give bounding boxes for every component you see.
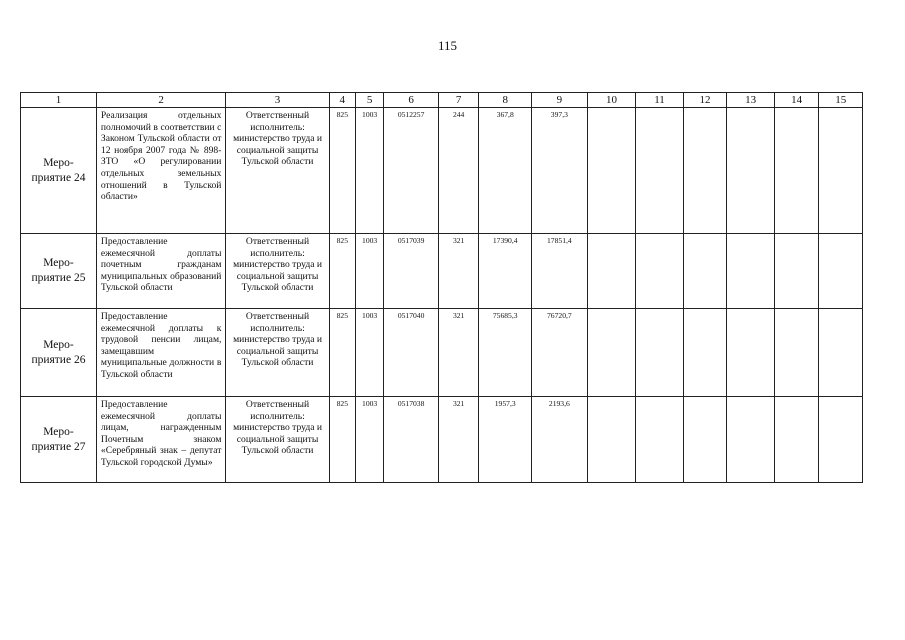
table-row bbox=[21, 108, 863, 234]
cell-col7: 321 bbox=[438, 234, 478, 309]
measure-executor: Ответственный исполнитель: министерство труда и социальной защиты Тульской области bbox=[226, 108, 329, 234]
cell-col9: 2193,6 bbox=[532, 397, 588, 483]
empty-cell bbox=[636, 397, 684, 483]
empty-cell bbox=[819, 234, 863, 309]
measure-executor: Ответственный исполнитель: министерство труда и социальной защиты Тульской области bbox=[226, 397, 329, 483]
header-cell: 12 bbox=[683, 93, 727, 108]
empty-cell bbox=[636, 309, 684, 397]
table-row bbox=[21, 397, 863, 483]
empty-cell bbox=[636, 108, 684, 234]
empty-cell bbox=[774, 234, 819, 309]
header-cell: 9 bbox=[532, 93, 588, 108]
header-cell: 5 bbox=[355, 93, 383, 108]
header-cell: 3 bbox=[226, 93, 329, 108]
cell-col5: 1003 bbox=[355, 234, 383, 309]
header-cell: 13 bbox=[727, 93, 775, 108]
cell-col5: 1003 bbox=[355, 108, 383, 234]
cell-col8: 75685,3 bbox=[479, 309, 532, 397]
header-cell: 6 bbox=[384, 93, 439, 108]
empty-cell bbox=[819, 397, 863, 483]
cell-col7: 244 bbox=[438, 108, 478, 234]
cell-col8: 367,8 bbox=[479, 108, 532, 234]
cell-col9: 76720,7 bbox=[532, 309, 588, 397]
header-cell: 10 bbox=[587, 93, 636, 108]
empty-cell bbox=[774, 309, 819, 397]
cell-col8: 17390,4 bbox=[479, 234, 532, 309]
cell-col6: 0517038 bbox=[384, 397, 439, 483]
cell-col4: 825 bbox=[329, 234, 355, 309]
measure-description: Реализация отдельных полномочий в соответствии с Законом Тульской области от 12 ноября 2007 года № 898-ЗТО «О регулировании отдельных земельных отношений в Тульской области» bbox=[96, 108, 226, 234]
page-number: 115 bbox=[438, 38, 458, 53]
cell-col4: 825 bbox=[329, 397, 355, 483]
cell-col9: 17851,4 bbox=[532, 234, 588, 309]
empty-cell bbox=[636, 234, 684, 309]
cell-col4: 825 bbox=[329, 108, 355, 234]
header-cell: 11 bbox=[636, 93, 684, 108]
empty-cell bbox=[683, 397, 727, 483]
empty-cell bbox=[587, 397, 636, 483]
empty-cell bbox=[727, 234, 775, 309]
cell-col6: 0517040 bbox=[384, 309, 439, 397]
cell-col7: 321 bbox=[438, 309, 478, 397]
table-row bbox=[21, 309, 863, 397]
measures-table bbox=[20, 92, 863, 483]
measure-executor: Ответственный исполнитель: министерство труда и социальной защиты Тульской области bbox=[226, 309, 329, 397]
measure-label: Меро- приятие 25 bbox=[21, 234, 97, 309]
header-cell: 15 bbox=[819, 93, 863, 108]
header-cell: 2 bbox=[96, 93, 226, 108]
table-row bbox=[21, 234, 863, 309]
measure-label: Меро- приятие 24 bbox=[21, 108, 97, 234]
empty-cell bbox=[587, 108, 636, 234]
measure-description: Предоставление ежемесячной доплаты почетным гражданам муниципальных образований Тульской области bbox=[96, 234, 226, 309]
measure-description: Предоставление ежемесячной доплаты лицам, награжденным Почетным знаком «Серебряный знак – депутат Тульской городской Думы» bbox=[96, 397, 226, 483]
cell-col6: 0512257 bbox=[384, 108, 439, 234]
empty-cell bbox=[727, 397, 775, 483]
header-cell: 4 bbox=[329, 93, 355, 108]
empty-cell bbox=[819, 108, 863, 234]
measure-label: Меро- приятие 27 bbox=[21, 397, 97, 483]
empty-cell bbox=[587, 234, 636, 309]
empty-cell bbox=[683, 108, 727, 234]
header-cell: 14 bbox=[774, 93, 819, 108]
cell-col8: 1957,3 bbox=[479, 397, 532, 483]
empty-cell bbox=[819, 309, 863, 397]
empty-cell bbox=[587, 309, 636, 397]
header-cell: 7 bbox=[438, 93, 478, 108]
cell-col5: 1003 bbox=[355, 397, 383, 483]
header-row bbox=[21, 93, 863, 108]
empty-cell bbox=[683, 309, 727, 397]
header-cell: 8 bbox=[479, 93, 532, 108]
header-cell: 1 bbox=[21, 93, 97, 108]
empty-cell bbox=[727, 108, 775, 234]
measure-description: Предоставление ежемесячной доплаты к трудовой пенсии лицам, замещавшим муниципальные должности в Тульской области bbox=[96, 309, 226, 397]
cell-col6: 0517039 bbox=[384, 234, 439, 309]
empty-cell bbox=[683, 234, 727, 309]
cell-col9: 397,3 bbox=[532, 108, 588, 234]
cell-col4: 825 bbox=[329, 309, 355, 397]
cell-col5: 1003 bbox=[355, 309, 383, 397]
measure-label: Меро- приятие 26 bbox=[21, 309, 97, 397]
empty-cell bbox=[774, 108, 819, 234]
empty-cell bbox=[727, 309, 775, 397]
measure-executor: Ответственный исполнитель: министерство труда и социальной защиты Тульской области bbox=[226, 234, 329, 309]
empty-cell bbox=[774, 397, 819, 483]
cell-col7: 321 bbox=[438, 397, 478, 483]
